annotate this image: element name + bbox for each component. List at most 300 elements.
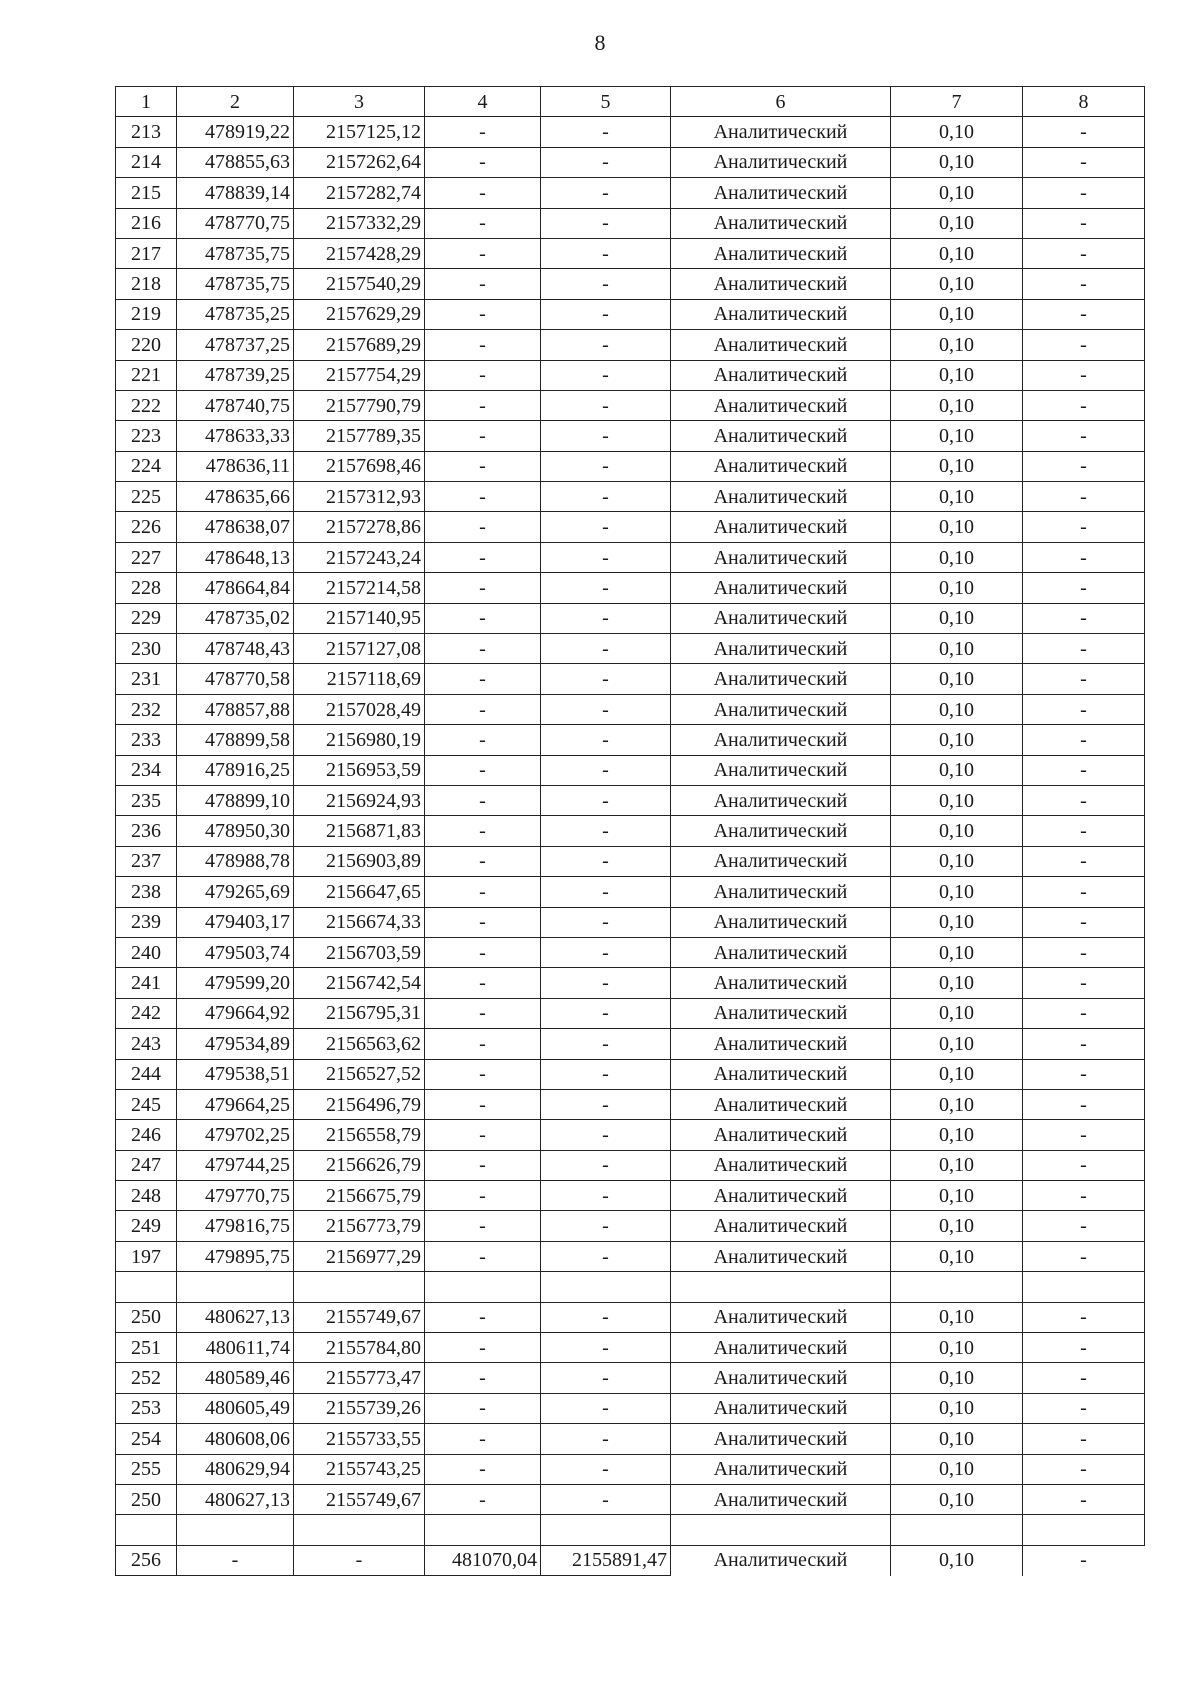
table-cell: 2156675,79	[294, 1181, 425, 1211]
table-cell: 2157125,12	[294, 117, 425, 147]
table-cell: Аналитический	[671, 1302, 891, 1332]
table-cell: -	[1023, 451, 1145, 481]
table-row	[116, 998, 1145, 1028]
table-cell: -	[425, 1424, 541, 1454]
table-row	[116, 1515, 1145, 1545]
table-cell: Аналитический	[671, 299, 891, 329]
table-cell: -	[1023, 238, 1145, 268]
table-cell: 0,10	[891, 1029, 1023, 1059]
table-cell	[294, 1515, 425, 1545]
table-cell: -	[541, 664, 671, 694]
table-cell: 0,10	[891, 269, 1023, 299]
table-cell: 479534,89	[177, 1029, 294, 1059]
table-cell: 0,10	[891, 1484, 1023, 1514]
table-cell: Аналитический	[671, 512, 891, 542]
table-cell: -	[425, 664, 541, 694]
table-cell: Аналитический	[671, 937, 891, 967]
table-cell: 2157262,64	[294, 147, 425, 177]
table-cell: -	[541, 1089, 671, 1119]
table-cell: Аналитический	[671, 1454, 891, 1484]
table-cell	[116, 1272, 177, 1302]
table-cell: -	[1023, 846, 1145, 876]
table-row	[116, 1333, 1145, 1363]
table-cell: 0,10	[891, 907, 1023, 937]
table-cell: 220	[116, 330, 177, 360]
table-cell: -	[541, 907, 671, 937]
table-cell: Аналитический	[671, 998, 891, 1028]
table-row	[116, 1120, 1145, 1150]
table-row	[116, 1150, 1145, 1180]
table-cell: -	[1023, 1393, 1145, 1423]
table-cell: 0,10	[891, 360, 1023, 390]
table-cell: Аналитический	[671, 1393, 891, 1423]
table-cell: 2156773,79	[294, 1211, 425, 1241]
table-cell: 0,10	[891, 1120, 1023, 1150]
table-cell: 0,10	[891, 725, 1023, 755]
table-cell: -	[294, 1545, 425, 1575]
table-cell: 246	[116, 1120, 177, 1150]
table-cell: 239	[116, 907, 177, 937]
table-cell: 248	[116, 1181, 177, 1211]
table-cell: -	[1023, 816, 1145, 846]
table-cell	[891, 1272, 1023, 1302]
table-cell: -	[425, 1333, 541, 1363]
table-row	[116, 907, 1145, 937]
table-cell: -	[1023, 299, 1145, 329]
table-cell: -	[541, 1029, 671, 1059]
table-cell: 478950,30	[177, 816, 294, 846]
table-cell: Аналитический	[671, 421, 891, 451]
table-row	[116, 1454, 1145, 1484]
table-cell	[891, 1515, 1023, 1545]
table-cell	[425, 1272, 541, 1302]
table-row	[116, 1241, 1145, 1271]
table-cell: -	[425, 937, 541, 967]
table-cell: -	[425, 238, 541, 268]
table-cell: 2156924,93	[294, 785, 425, 815]
table-cell: 2156977,29	[294, 1241, 425, 1271]
table-cell: -	[541, 877, 671, 907]
table-cell: -	[541, 178, 671, 208]
table-row	[116, 1059, 1145, 1089]
column-header: 3	[294, 87, 425, 117]
table-cell: 479770,75	[177, 1181, 294, 1211]
table-row	[116, 634, 1145, 664]
table-cell: 2156563,62	[294, 1029, 425, 1059]
table-cell: -	[425, 299, 541, 329]
table-cell: 228	[116, 573, 177, 603]
table-cell: -	[541, 208, 671, 238]
table-row	[116, 330, 1145, 360]
table-cell: -	[541, 1302, 671, 1332]
table-cell: 242	[116, 998, 177, 1028]
table-cell: Аналитический	[671, 1150, 891, 1180]
table-cell: Аналитический	[671, 208, 891, 238]
table-cell: -	[1023, 998, 1145, 1028]
table-cell: -	[425, 907, 541, 937]
table-cell: Аналитический	[671, 725, 891, 755]
table-cell: 247	[116, 1150, 177, 1180]
table-cell: -	[1023, 421, 1145, 451]
table-cell: 2155773,47	[294, 1363, 425, 1393]
table-cell: 2155743,25	[294, 1454, 425, 1484]
header-row	[116, 87, 1145, 117]
table-cell: -	[541, 1059, 671, 1089]
table-row	[116, 178, 1145, 208]
table-cell: Аналитический	[671, 178, 891, 208]
table-cell: 238	[116, 877, 177, 907]
table-cell: 0,10	[891, 299, 1023, 329]
table-cell: -	[541, 1150, 671, 1180]
table-cell: -	[541, 1393, 671, 1423]
table-cell: -	[541, 299, 671, 329]
column-header: 1	[116, 87, 177, 117]
table-cell: 0,10	[891, 238, 1023, 268]
table-cell: 2156527,52	[294, 1059, 425, 1089]
table-cell: -	[425, 1363, 541, 1393]
table-cell: -	[425, 1302, 541, 1332]
table-cell: 2156980,19	[294, 725, 425, 755]
table-cell: 236	[116, 816, 177, 846]
table-cell: -	[1023, 360, 1145, 390]
table-cell: 0,10	[891, 1302, 1023, 1332]
table-cell: -	[1023, 968, 1145, 998]
table-cell	[1023, 1515, 1145, 1545]
table-cell	[671, 1515, 891, 1545]
table-cell: -	[425, 725, 541, 755]
table-cell: -	[1023, 1545, 1145, 1575]
table-row	[116, 1302, 1145, 1332]
table-cell: 2156742,54	[294, 968, 425, 998]
table-cell: 0,10	[891, 968, 1023, 998]
table-cell: 479599,20	[177, 968, 294, 998]
table-cell: Аналитический	[671, 1484, 891, 1514]
table-cell: 225	[116, 482, 177, 512]
table-cell: -	[425, 1089, 541, 1119]
table-cell: Аналитический	[671, 147, 891, 177]
table-cell: -	[541, 1363, 671, 1393]
table-cell: 0,10	[891, 330, 1023, 360]
table-row	[116, 1181, 1145, 1211]
table-cell: 0,10	[891, 846, 1023, 876]
table-row	[116, 573, 1145, 603]
table-cell: 218	[116, 269, 177, 299]
table-cell: 2156903,89	[294, 846, 425, 876]
table-cell: -	[541, 390, 671, 420]
table-cell: -	[425, 1059, 541, 1089]
table-row	[116, 1484, 1145, 1514]
table-cell: -	[425, 816, 541, 846]
table-cell: -	[425, 877, 541, 907]
table-cell: -	[425, 968, 541, 998]
table-cell: -	[541, 421, 671, 451]
table-row	[116, 1089, 1145, 1119]
table-cell: 249	[116, 1211, 177, 1241]
table-cell: Аналитический	[671, 330, 891, 360]
table-row	[116, 664, 1145, 694]
table-cell: -	[1023, 694, 1145, 724]
table-cell: -	[1023, 1059, 1145, 1089]
table-cell: -	[425, 390, 541, 420]
table-cell	[541, 1515, 671, 1545]
table-cell: -	[541, 512, 671, 542]
table-cell: 2157127,08	[294, 634, 425, 664]
table-cell: Аналитический	[671, 1089, 891, 1119]
table-row	[116, 1272, 1145, 1302]
table-cell: 0,10	[891, 1545, 1023, 1575]
table-cell: -	[541, 1241, 671, 1271]
table-cell: -	[425, 1120, 541, 1150]
table-cell: -	[177, 1545, 294, 1575]
table-cell: 478839,14	[177, 178, 294, 208]
table-cell: Аналитический	[671, 1363, 891, 1393]
table-cell: 2157689,29	[294, 330, 425, 360]
table-cell: 0,10	[891, 755, 1023, 785]
table-row	[116, 1029, 1145, 1059]
table-cell: -	[425, 1181, 541, 1211]
table-cell: 478740,75	[177, 390, 294, 420]
table-cell: 479816,75	[177, 1211, 294, 1241]
table-cell: 479265,69	[177, 877, 294, 907]
table-cell: 478857,88	[177, 694, 294, 724]
table-row	[116, 1545, 1145, 1575]
table-cell: -	[425, 208, 541, 238]
table-cell: 222	[116, 390, 177, 420]
table-cell: -	[1023, 725, 1145, 755]
table-cell: -	[1023, 755, 1145, 785]
table-cell: -	[541, 1120, 671, 1150]
table-cell: 0,10	[891, 147, 1023, 177]
table-cell: 478748,43	[177, 634, 294, 664]
table-cell	[294, 1272, 425, 1302]
table-cell: -	[1023, 1181, 1145, 1211]
table-row	[116, 877, 1145, 907]
table-cell: 479664,25	[177, 1089, 294, 1119]
table-cell: Аналитический	[671, 238, 891, 268]
table-cell: Аналитический	[671, 482, 891, 512]
table-cell: 478664,84	[177, 573, 294, 603]
table-cell: 480608,06	[177, 1424, 294, 1454]
table-cell: 478735,75	[177, 238, 294, 268]
table-cell: 215	[116, 178, 177, 208]
table-cell: 481070,04	[425, 1545, 541, 1575]
table-cell: -	[425, 421, 541, 451]
table-cell: 0,10	[891, 178, 1023, 208]
table-cell: 2157140,95	[294, 603, 425, 633]
table-cell: 0,10	[891, 1363, 1023, 1393]
table-cell: 214	[116, 147, 177, 177]
table-cell: -	[1023, 785, 1145, 815]
table-cell: 478770,75	[177, 208, 294, 238]
table-cell: -	[1023, 1211, 1145, 1241]
table-row	[116, 542, 1145, 572]
table-cell: -	[425, 1484, 541, 1514]
table-cell: -	[425, 694, 541, 724]
table-cell: 0,10	[891, 998, 1023, 1028]
table-cell: -	[1023, 542, 1145, 572]
table-row	[116, 1363, 1145, 1393]
table-cell: 0,10	[891, 1241, 1023, 1271]
table-cell: 2157118,69	[294, 664, 425, 694]
table-row	[116, 755, 1145, 785]
table-cell	[1023, 1272, 1145, 1302]
table-cell: 2157332,29	[294, 208, 425, 238]
table-cell: -	[1023, 1424, 1145, 1454]
table-row	[116, 1211, 1145, 1241]
table-cell: 2155784,80	[294, 1333, 425, 1363]
table-cell: -	[425, 178, 541, 208]
table-cell: 221	[116, 360, 177, 390]
table-row	[116, 1424, 1145, 1454]
table-cell: Аналитический	[671, 360, 891, 390]
table-cell: 0,10	[891, 1181, 1023, 1211]
table-cell: 245	[116, 1089, 177, 1119]
table-cell: 2157790,79	[294, 390, 425, 420]
table-cell: 234	[116, 755, 177, 785]
table-cell: 479664,92	[177, 998, 294, 1028]
table-cell: 2155733,55	[294, 1424, 425, 1454]
table-cell: 253	[116, 1393, 177, 1423]
table-cell: Аналитический	[671, 968, 891, 998]
table-cell: -	[541, 846, 671, 876]
table-cell: -	[1023, 877, 1145, 907]
table-cell: Аналитический	[671, 1545, 891, 1575]
table-cell: -	[1023, 907, 1145, 937]
table-cell: Аналитический	[671, 785, 891, 815]
table-cell: 0,10	[891, 482, 1023, 512]
table-cell: 2157789,35	[294, 421, 425, 451]
table-cell: Аналитический	[671, 1181, 891, 1211]
table-cell: 2157243,24	[294, 542, 425, 572]
table-cell: 0,10	[891, 451, 1023, 481]
table-cell	[116, 1515, 177, 1545]
table-cell: -	[541, 725, 671, 755]
table-cell: 2155739,26	[294, 1393, 425, 1423]
table-cell: 2157028,49	[294, 694, 425, 724]
table-cell: 223	[116, 421, 177, 451]
table-cell	[425, 1515, 541, 1545]
table-cell: -	[541, 816, 671, 846]
table-cell: -	[1023, 178, 1145, 208]
table-cell: -	[1023, 269, 1145, 299]
table-cell: Аналитический	[671, 816, 891, 846]
table-cell: 252	[116, 1363, 177, 1393]
column-header: 7	[891, 87, 1023, 117]
table-cell: 480627,13	[177, 1484, 294, 1514]
table-row	[116, 238, 1145, 268]
table-cell: -	[541, 330, 671, 360]
table-cell: -	[425, 330, 541, 360]
table-cell: 2157629,29	[294, 299, 425, 329]
table-cell: 227	[116, 542, 177, 572]
table-cell: -	[1023, 147, 1145, 177]
table-cell: Аналитический	[671, 390, 891, 420]
table-cell: -	[1023, 634, 1145, 664]
table-cell: Аналитический	[671, 694, 891, 724]
table-cell: -	[541, 1424, 671, 1454]
table-row	[116, 968, 1145, 998]
table-cell	[177, 1272, 294, 1302]
table-cell: -	[541, 573, 671, 603]
table-cell: 0,10	[891, 573, 1023, 603]
table-cell: 231	[116, 664, 177, 694]
column-header: 4	[425, 87, 541, 117]
column-header: 6	[671, 87, 891, 117]
table-cell: -	[425, 755, 541, 785]
table-cell: 0,10	[891, 1211, 1023, 1241]
table-cell: 0,10	[891, 1333, 1023, 1363]
table-cell: -	[541, 1454, 671, 1484]
table-cell: 478899,58	[177, 725, 294, 755]
table-cell: -	[425, 512, 541, 542]
table-cell: Аналитический	[671, 1211, 891, 1241]
table-cell: 480605,49	[177, 1393, 294, 1423]
table-cell: -	[1023, 1120, 1145, 1150]
table-cell: 480611,74	[177, 1333, 294, 1363]
table-cell: -	[425, 360, 541, 390]
table-cell: 216	[116, 208, 177, 238]
table-cell: 0,10	[891, 816, 1023, 846]
table-cell: 2157312,93	[294, 482, 425, 512]
table-cell: 255	[116, 1454, 177, 1484]
table-cell: 0,10	[891, 1424, 1023, 1454]
table-cell: 0,10	[891, 421, 1023, 451]
table-cell: 478735,02	[177, 603, 294, 633]
table-cell: Аналитический	[671, 755, 891, 785]
table-cell: 219	[116, 299, 177, 329]
table-cell: -	[1023, 664, 1145, 694]
table-cell: 478638,07	[177, 512, 294, 542]
table-row	[116, 846, 1145, 876]
table-cell: -	[425, 1211, 541, 1241]
table-cell: 480589,46	[177, 1363, 294, 1393]
table-row	[116, 117, 1145, 147]
table-row	[116, 512, 1145, 542]
table-cell: 224	[116, 451, 177, 481]
table-cell: -	[1023, 1029, 1145, 1059]
table-cell: 2157754,29	[294, 360, 425, 390]
table-cell	[177, 1515, 294, 1545]
table-cell: 2157428,29	[294, 238, 425, 268]
table-cell: Аналитический	[671, 634, 891, 664]
table-cell: -	[425, 1454, 541, 1484]
table-cell: -	[541, 937, 671, 967]
table-cell: -	[541, 1211, 671, 1241]
table-cell: 2156647,65	[294, 877, 425, 907]
table-cell: 2157540,29	[294, 269, 425, 299]
table-cell: -	[1023, 1484, 1145, 1514]
table-cell: 478855,63	[177, 147, 294, 177]
table-cell: -	[425, 451, 541, 481]
table-cell: 478636,11	[177, 451, 294, 481]
table-cell: -	[425, 998, 541, 1028]
table-cell: Аналитический	[671, 907, 891, 937]
table-cell: Аналитический	[671, 1424, 891, 1454]
table-cell: 0,10	[891, 1089, 1023, 1119]
table-cell: Аналитический	[671, 1241, 891, 1271]
table-cell: -	[1023, 208, 1145, 238]
table-row	[116, 299, 1145, 329]
table-cell: -	[1023, 1150, 1145, 1180]
page-number: 8	[594, 30, 606, 55]
table-cell: -	[425, 117, 541, 147]
table-cell: -	[541, 998, 671, 1028]
table-cell: 0,10	[891, 1150, 1023, 1180]
table-cell: 478916,25	[177, 755, 294, 785]
table-cell: 479403,17	[177, 907, 294, 937]
table-cell: 2155891,47	[541, 1545, 671, 1575]
table-cell: -	[425, 542, 541, 572]
